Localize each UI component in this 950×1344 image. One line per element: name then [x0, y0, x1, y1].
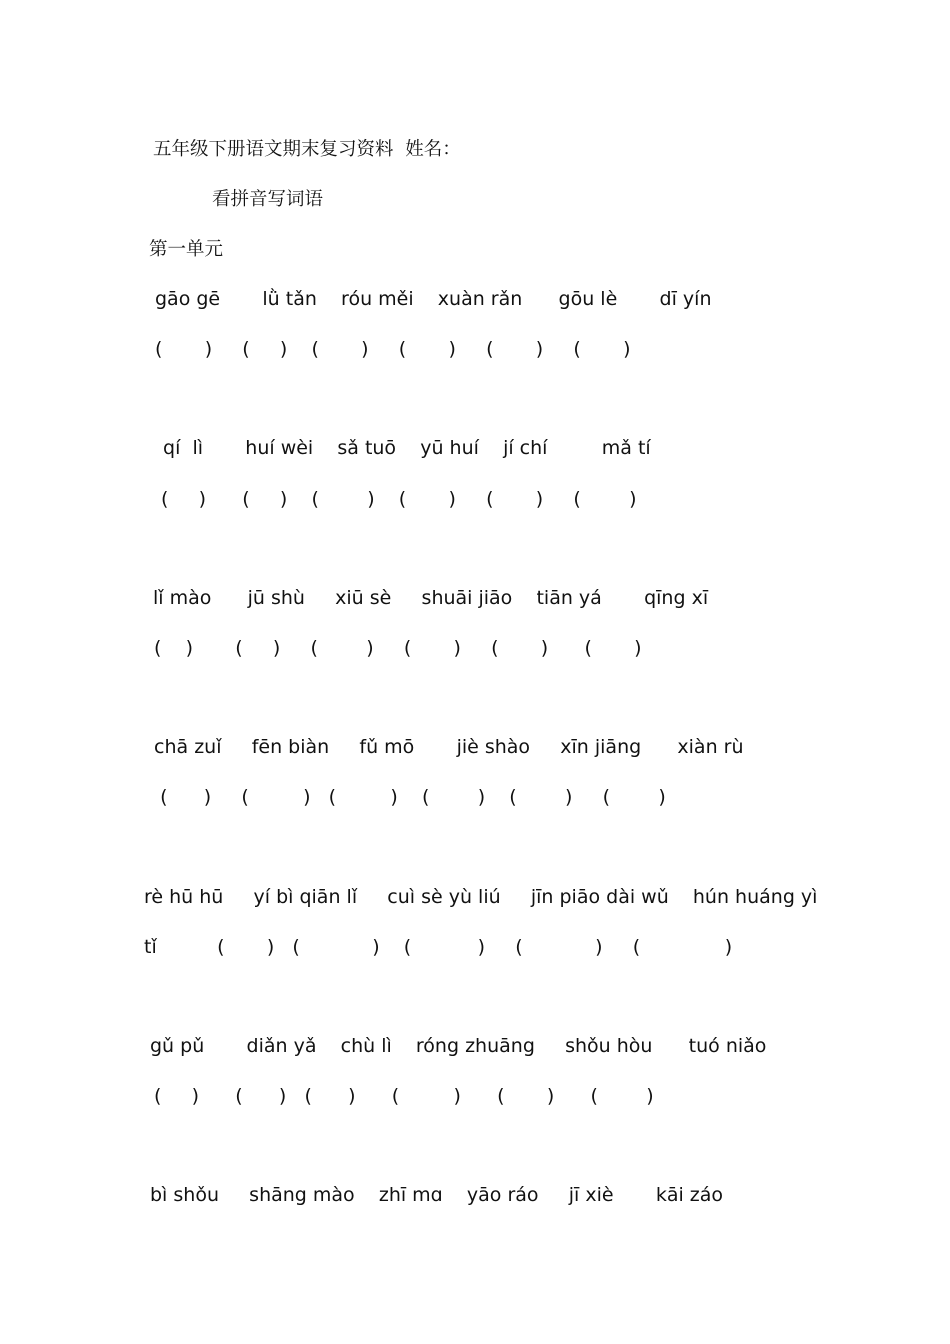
- answer-row: ( ) ( ) ( ) ( ) ( ) ( ): [155, 488, 637, 510]
- answer-row: ( ) ( ) ( ) ( ) ( ) ( ): [155, 338, 631, 360]
- pinyin-row: qí lì huí wèi sǎ tuō yū huí jí chí mǎ tí: [157, 437, 651, 459]
- pinyin-row: gǔ pǔ diǎn yǎ chù lì róng zhuāng shǒu hòu tuó niǎo: [150, 1035, 767, 1057]
- unit-heading: 第一单元: [149, 239, 224, 260]
- section-subtitle: 看拼音写词语: [212, 189, 324, 210]
- pinyin-row: bì shǒu shāng mào zhī mɑ yāo ráo jī xiè kāi záo: [150, 1184, 724, 1206]
- answer-row: tǐ ( ) ( ) ( ) ( ) ( ): [144, 936, 733, 958]
- pinyin-row: rè hū hū yí bì qiān lǐ cuì sè yù liú jīn piāo dài wǔ hún huáng yì: [144, 886, 818, 908]
- pinyin-row: lǐ mào jū shù xiū sè shuāi jiāo tiān yá qīng xī: [153, 587, 709, 609]
- answer-row: ( ) ( ) ( ) ( ) ( ) ( ): [148, 786, 666, 808]
- answer-row: ( ) ( ) ( ) ( ) ( ) ( ): [154, 637, 642, 659]
- pinyin-row: gāo gē lǜ tǎn róu měi xuàn rǎn gōu lè dī yín: [155, 288, 712, 310]
- answer-row: ( ) ( ) ( ) ( ) ( ) ( ): [154, 1085, 654, 1107]
- worksheet-title: 五年级下册语文期末复习资料 姓名：: [153, 139, 461, 160]
- pinyin-row: chā zuǐ fēn biàn fǔ mō jiè shào xīn jiāng xiàn rù: [148, 736, 744, 758]
